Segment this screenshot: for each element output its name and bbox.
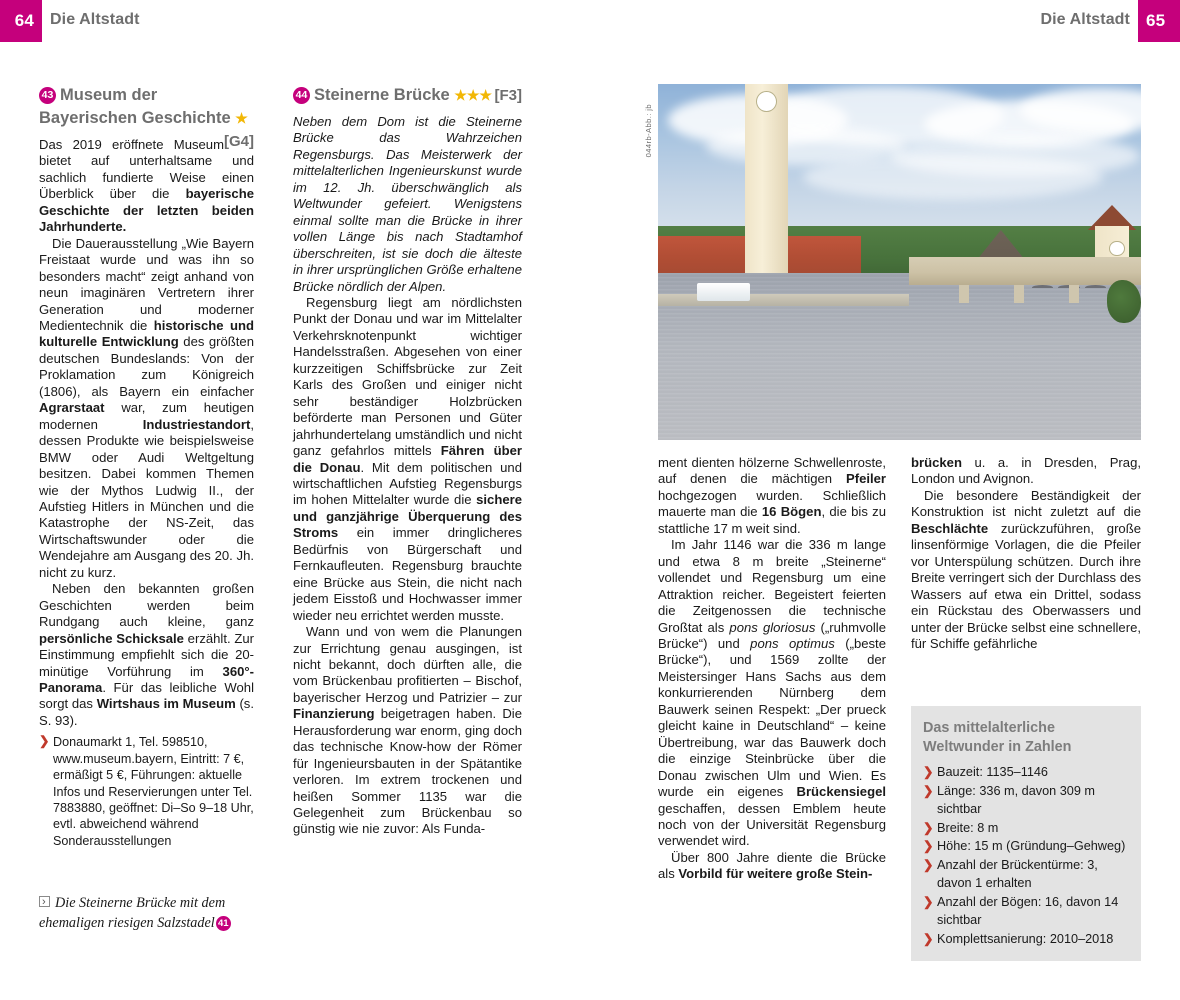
chevron-right-icon: ❯ xyxy=(39,734,50,749)
facts-list-item xyxy=(923,763,1130,782)
section-title: Steinerne Brücke xyxy=(314,86,450,104)
folio-right: 65 xyxy=(1138,0,1180,42)
paragraph: Das 2019 eröffnete Museum bietet auf unterhaltsame und sachlich fundierte Weise einen Überblick über die bayerische Geschichte der letzten beiden Jahrhunderte. xyxy=(39,137,254,235)
paragraph: Die besondere Beständigkeit der Konstruktion ist nicht zuletzt auf die Beschlächte zurückzuführen, große linsenförmige Vorlagen, die die Pfeiler vor Unterspülung schützen. Durch ihre Breite verringert sich der Durchlass des Wassers auf etwa ein Drittel, sodass ein Rückstau des Oberwassers und unter der Brücke selbst eine schnellere, für Schiffe gefährliche xyxy=(911,487,1141,651)
page-header xyxy=(0,0,1180,42)
facts-list-item-text: Bauzeit: 1135–1146 xyxy=(937,765,1048,779)
map-grid-reference: [G4] xyxy=(224,133,254,150)
section-title: Museum der Bayerischen Geschichte xyxy=(39,86,231,127)
facts-box xyxy=(911,706,1141,961)
caption-ref-icon xyxy=(39,896,50,907)
paragraph: Im Jahr 1146 war die 336 m lange und etwa 8 m breite „Steinerne“ vollendet und Regensburg um eine Attraktion reicher. Begeistert feierten die Zeitgenossen die technische Großtat als pons gloriosus („ruhmvolle Brücke“) und pons optimus („beste Brücke“), und 1569 zollte der Meistersinger Hans Sachs aus dem konkurrierenden Nürnberg dem Bauwerk seinen Respekt: „Der prueck gleicht kaine in Deutschland“ – keine Übertreibung, war das Bauwerk doch die einzige Steinbrücke über die Donau zwischen Ulm und Wien. Es wurde ein eigenes Brückensiegel geschaffen, dessen Emblem heute noch von der Universität Regensburg verwendet wird. xyxy=(658,537,887,849)
chevron-right-icon: ❯ xyxy=(923,783,934,798)
rating-stars: ★ xyxy=(235,110,248,126)
caption-poi-badge: 41 xyxy=(216,916,231,931)
column-2 xyxy=(293,84,522,838)
facts-list-item xyxy=(923,837,1130,856)
facts-list-item-text: Anzahl der Bögen: 16, davon 14 sichtbar xyxy=(937,894,1119,927)
caption-text: Die Steinerne Brücke mit dem ehemaligen riesigen Salzstadel xyxy=(39,895,226,931)
column-1 xyxy=(39,84,254,849)
map-grid-reference: [F3] xyxy=(494,87,522,104)
rating-stars: ★★★ xyxy=(454,87,492,103)
clock-face-2 xyxy=(1109,241,1124,256)
facts-list xyxy=(923,763,1130,948)
paragraph: Regensburg liegt am nördlichsten Punkt der Donau und war im Mittelalter Verkehrsknotenpunkt wichtiger Handelsstraßen. Abgesehen von einer kurzzeitigen Schiffsbrücke zur Zeit Karls des Großen und einiger nicht sehr beständiger Holzbrücken beförderte man Personen und Güter jahrhundertelang umständlich und nicht ganz gefahrlos mittels Fähren über die Donau. Mit dem politischen und wirtschaftlichen Aufstieg Regensburgs im hohen Mittelalter wurde die sichere und ganzjährige Überquerung des Stroms ein immer dringlicheres Bedürfnis von Bürgerschaft und Fernkaufleuten. Regensburg brauchte eine Brücke aus Stein, die nicht nach jedem Eisstoß und Hochwasser immer wieder neu errichtet werden musste. xyxy=(293,294,522,623)
facts-list-item xyxy=(923,819,1130,838)
photo-caption xyxy=(39,893,261,933)
poi-number-badge: 44 xyxy=(293,87,310,104)
chevron-right-icon: ❯ xyxy=(923,894,934,909)
section-heading-museum xyxy=(39,84,254,150)
photo-credit: 044rb-Abb.: jb xyxy=(644,104,653,158)
paragraph: ment dienten hölzerne Schwellenroste, auf denen die mächtigen Pfeiler hochgezogen wurden. Schließlich mauerte man die 16 Bögen, die bis zu stattliche 17 m weit sind. xyxy=(658,455,887,536)
column-3-body xyxy=(658,455,886,883)
practical-info-text: Donaumarkt 1, Tel. 598510, www.museum.bayern, Eintritt: 7 €, ermäßigt 5 €, Führungen: aktuelle Infos und Reservierungen unter Tel. 7883880, geöffnet: Di–So 9–18 Uhr, evtl. abweichend während Sonderausstellungen xyxy=(53,735,254,848)
paragraph: Neben dem Dom ist die Steinerne Brücke das Wahrzeichen Regensburgs. Das Meisterwerk der mittelalterlichen Ingenieurskunst wurde im 12. Jh. überschwänglich als Weltwunder gefeiert. Wenigstens einmal sollte man die Brücke in ihrer vollen Länge bis nach Stadtamhof überschreiten, ist sie doch die älteste in ihrer ursprünglichen Größe erhaltene Brücke nördlich der Alpen. xyxy=(293,114,522,294)
paragraph: brücken u. a. in Dresden, Prag, London und Avignon. xyxy=(911,455,1141,487)
folio-left: 64 xyxy=(0,0,42,42)
chevron-right-icon: ❯ xyxy=(923,857,934,872)
quay xyxy=(658,294,909,306)
section-44-body xyxy=(293,114,522,838)
facts-box-title: Das mittelalterliche Weltwunder in Zahlen xyxy=(923,720,1072,755)
column-4-body xyxy=(911,455,1141,652)
stone-bridge xyxy=(909,257,1141,285)
tour-boat xyxy=(697,283,750,301)
facts-list-item-text: Höhe: 15 m (Gründung–Gehweg) xyxy=(937,839,1126,853)
photo-canvas xyxy=(658,84,1141,440)
facts-list-item-text: Länge: 336 m, davon 309 m sichtbar xyxy=(937,783,1095,816)
paragraph: Neben den bekannten großen Geschichten werden beim Rundgang auch kleine, ganz persönliche Schicksale erzählt. Zur Einstimmung empfiehlt sich die 20-minütige Vorführung im 360°-Panorama. Für das leibliche Wohl sorgt das Wirtshaus im Museum (s. S. 93). xyxy=(39,581,254,728)
bridge-photograph xyxy=(658,84,1141,440)
facts-list-item-text: Komplettsanierung: 2010–2018 xyxy=(937,931,1114,946)
facts-list-item-text: Breite: 8 m xyxy=(937,820,999,835)
facts-list-item xyxy=(923,782,1130,819)
paragraph: Die Dauerausstellung „Wie Bayern Freistaat wurde und was ihn so besonders macht“ zeigt anhand von neun imaginären Vertretern ihrer Generation und moderner Medientechnik die historische und kulturelle Entwicklung des größten deutschen Bundeslands: Von der Proklamation zum Königreich (1806), als Bayern ein einfacher Agrarstaat war, zum heutigen modernen Industriestandort, dessen Produkte wie beispielsweise BMW oder Audi Weltgeltung besitzen. Dabei kommen Themen wie der Mythos Ludwig II., der Aufstieg Hitlers in München und die Katastrophe der NS-Zeit, das Wirtschaftswunder oder die Wendejahre am Ausgang des 20. Jh. nicht zu kurz. xyxy=(39,235,255,580)
chevron-right-icon: ❯ xyxy=(923,931,934,946)
paragraph: Über 800 Jahre diente die Brücke als Vorbild für weitere große Stein- xyxy=(658,849,886,882)
paragraph: Wann und von wem die Planungen zur Errichtung genau ausgingen, ist nicht bekannt, doch dürften alle, die vom Brückenbau profitierten – Bischof, bayerischer Herzog und Patrizier – zur Finanzierung beigetragen haben. Die Herausforderung war enorm, ging doch das technische Know-how der Römer für Ingenieursbauten in der Spätantike verloren. Im extrem trockenen und heißen Sommer 1135 war die Gelegenheit zum Brückenbau so günstig wie nie zuvor: Als Funda- xyxy=(293,624,522,837)
chevron-right-icon: ❯ xyxy=(923,839,934,853)
section-43-body xyxy=(39,137,254,729)
facts-list-item xyxy=(923,893,1130,930)
facts-list-item xyxy=(923,856,1130,893)
running-head-left: Die Altstadt xyxy=(50,11,140,28)
running-head-right: Die Altstadt xyxy=(1040,11,1130,28)
chevron-right-icon: ❯ xyxy=(923,765,934,779)
riverside-shrub xyxy=(1107,280,1141,323)
section-heading-bridge xyxy=(293,84,522,107)
column-4 xyxy=(911,455,1141,652)
practical-info-museum xyxy=(39,734,254,849)
chevron-right-icon: ❯ xyxy=(923,820,934,835)
facts-list-item-text: Anzahl der Brückentürme: 3, davon 1 erhalten xyxy=(937,857,1098,890)
facts-list-item xyxy=(923,930,1130,949)
poi-number-badge: 43 xyxy=(39,87,56,104)
column-3 xyxy=(658,455,886,883)
